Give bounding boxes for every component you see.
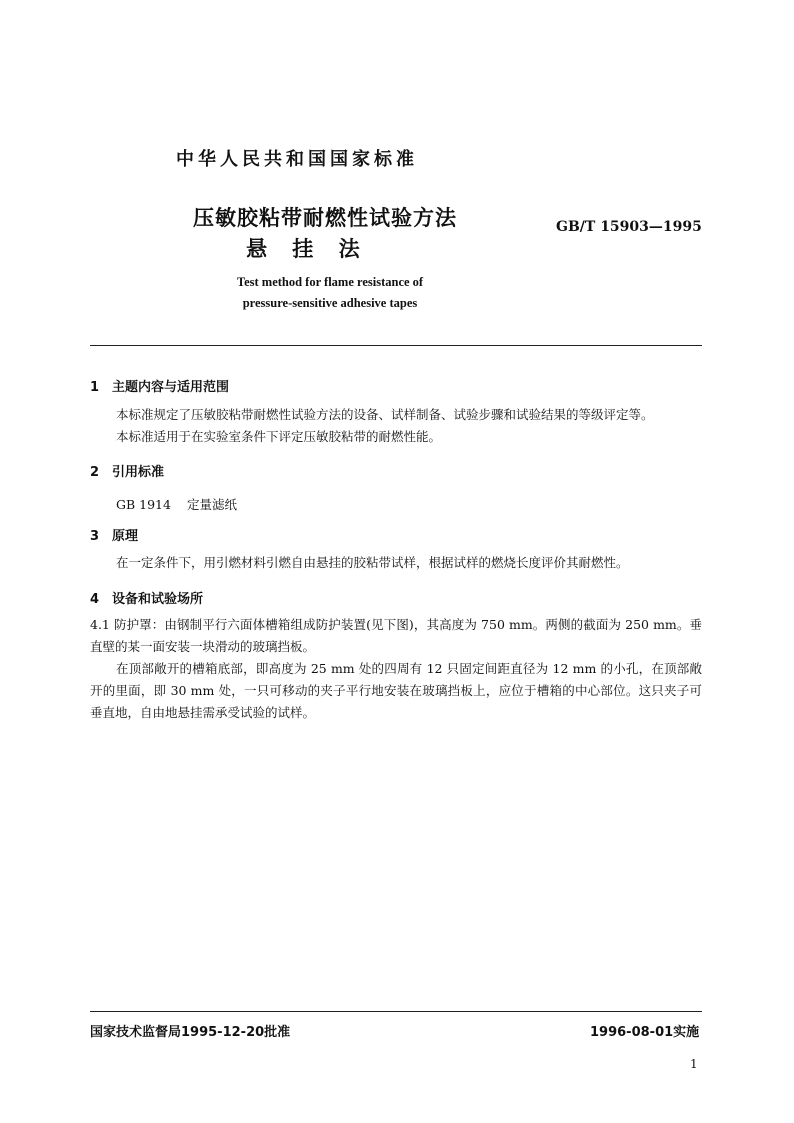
section-heading-4 [90, 588, 203, 607]
english-title-line-2: pressure-sensitive adhesive tapes [242, 296, 418, 310]
standard-number: GB/T 15903—1995 [556, 219, 702, 235]
section-number: 3 [90, 529, 100, 544]
footer-divider [90, 1011, 702, 1012]
document-title: 压敏胶粘带耐燃性试验方法 [193, 206, 457, 230]
section-1-paragraph-2: 本标准适用于在实验室条件下评定压敏胶粘带的耐燃性能。 [116, 429, 442, 444]
section-heading-3 [90, 525, 138, 544]
section-1-paragraph-1: 本标准规定了压敏胶粘带耐燃性试验方法的设备、试样制备、试验步骤和试验结果的等级评定等。 [116, 407, 654, 422]
section-number: 4 [90, 592, 100, 607]
english-title-line-1: Test method for flame resistance of [236, 275, 424, 289]
section-title: 原理 [112, 529, 139, 544]
reference-item [116, 495, 237, 513]
reference-name: 定量滤纸 [186, 497, 237, 512]
section-4-paragraph-2: 在顶部敞开的槽箱底部，即高度为 25 mm 处的四周有 12 只固定间距直径为 12 mm 的小孔，在顶部敞开的里面，即 30 mm 处，一只可移动的夹子平行地安装在玻璃挡板上，应位于槽箱的中心部位。这只夹子可垂直地，自由地悬挂需承受试验的试样。 [90, 661, 702, 720]
approval-line: 国家技术监督局1995-12-20批准 [90, 1025, 291, 1040]
reference-code: GB 1914 [116, 497, 171, 512]
section-number: 1 [90, 380, 100, 395]
header-divider [90, 345, 702, 346]
section-title: 引用标准 [112, 465, 165, 480]
section-heading-2 [90, 461, 164, 480]
implementation-date: 1996-08-01实施 [590, 1025, 700, 1040]
page-number: 1 [690, 1057, 698, 1071]
section-title: 设备和试验场所 [112, 592, 204, 607]
national-standard-header: 中华人民共和国国家标准 [176, 149, 418, 170]
section-title: 主题内容与适用范围 [112, 380, 230, 395]
section-number: 2 [90, 465, 100, 480]
document-subtitle: 悬 挂 法 [246, 237, 360, 261]
section-3-paragraph-1: 在一定条件下，用引燃材料引燃自由悬挂的胶粘带试样，根据试样的燃烧长度评价其耐燃性。 [116, 555, 629, 570]
section-heading-1 [90, 376, 229, 395]
section-4-paragraph-1: 4.1 防护罩：由钢制平行六面体槽箱组成防护装置(见下图)，其高度为 750 mm。两侧的截面为 250 mm。垂直壁的某一面安装一块滑动的玻璃挡板。 [90, 617, 702, 654]
